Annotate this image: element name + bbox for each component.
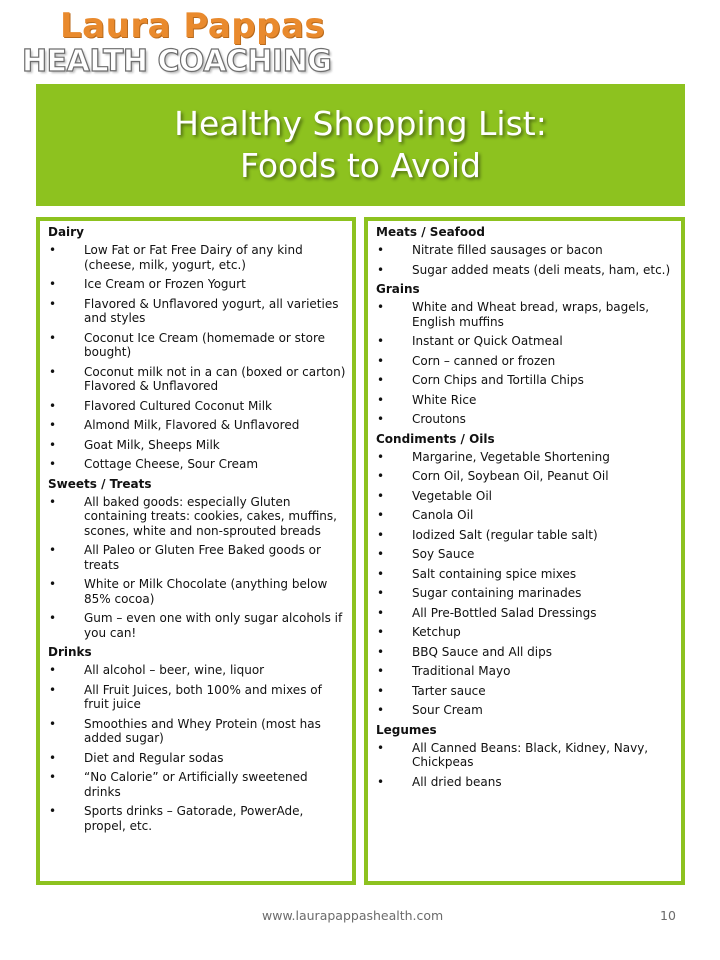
bullet-icon: •	[49, 663, 57, 677]
list-item	[48, 297, 348, 326]
list-item-text: White or Milk Chocolate (anything below 85% cocoa)	[84, 577, 328, 606]
bullet-icon: •	[49, 457, 57, 471]
bullet-icon: •	[377, 740, 385, 755]
bullet-icon: •	[377, 586, 385, 600]
list-item-text: Croutons	[412, 412, 466, 426]
list-item-text: Flavored Cultured Coconut Milk	[84, 398, 272, 413]
list-item	[376, 775, 677, 790]
list-item	[48, 683, 348, 712]
list-item	[376, 334, 677, 349]
bullet-icon: •	[377, 527, 385, 542]
list-item	[376, 606, 677, 621]
list-item-text: Smoothies and Whey Protein (most has added sugar)	[84, 716, 321, 745]
list-item-text: Almond Milk, Flavored & Unflavored	[84, 418, 300, 432]
bullet-icon: •	[377, 508, 385, 522]
list-item	[376, 586, 677, 601]
bullet-icon: •	[377, 625, 385, 639]
logo	[22, 6, 332, 79]
list-item	[376, 469, 677, 484]
list-item	[376, 263, 677, 278]
list-item	[376, 741, 677, 770]
bullet-icon: •	[49, 682, 57, 697]
list-item	[376, 684, 677, 699]
list-item	[48, 611, 348, 640]
list-item-text: All Pre-Bottled Salad Dressings	[412, 605, 597, 620]
category-heading: Condiments / Oils	[376, 431, 495, 446]
list-item	[376, 664, 677, 679]
bullet-icon: •	[377, 373, 385, 387]
list-item	[48, 577, 348, 606]
list-item-text: Sugar containing marinades	[412, 586, 582, 600]
list-item-text: Corn – canned or frozen	[412, 353, 556, 368]
list-item	[376, 508, 677, 523]
list-item-text: Diet and Regular sodas	[84, 750, 224, 765]
bullet-icon: •	[377, 664, 385, 678]
list-item-text: Instant or Quick Oatmeal	[412, 334, 563, 348]
list-item-text: White and Wheat bread, wraps, bagels, English muffins	[412, 300, 650, 329]
bullet-icon: •	[377, 488, 385, 503]
list-item	[48, 438, 348, 453]
bullet-icon: •	[377, 644, 385, 659]
category-list	[376, 243, 677, 277]
list-item-text: Soy Sauce	[412, 547, 475, 561]
bullet-icon: •	[377, 566, 385, 581]
list-item	[376, 393, 677, 408]
list-item-text: Traditional Mayo	[412, 664, 511, 678]
list-item-text: Margarine, Vegetable Shortening	[412, 449, 610, 464]
list-item-text: All Fruit Juices, both 100% and mixes of fruit juice	[84, 682, 322, 711]
list-item	[48, 770, 348, 799]
list-item	[48, 365, 348, 394]
list-item-text: All Paleo or Gluten Free Baked goods or treats	[84, 543, 321, 572]
logo-subtitle: HEALTH COACHING	[22, 44, 332, 79]
list-item	[376, 489, 677, 504]
list-item-text: Low Fat or Fat Free Dairy of any kind (cheese, milk, yogurt, etc.)	[84, 243, 303, 272]
list-item	[48, 495, 348, 539]
list-item-text: Cottage Cheese, Sour Cream	[84, 457, 259, 471]
bullet-icon: •	[377, 469, 385, 483]
category-heading: Dairy	[48, 225, 84, 239]
category-list	[48, 663, 348, 833]
list-item-text: Salt containing spice mixes	[412, 566, 577, 581]
bullet-icon: •	[377, 334, 385, 348]
bullet-icon: •	[49, 398, 57, 413]
bullet-icon: •	[377, 703, 385, 717]
left-column	[36, 217, 356, 885]
title-line-2: Foods to Avoid	[240, 146, 481, 185]
bullet-icon: •	[377, 774, 385, 789]
category-list	[376, 450, 677, 718]
bullet-icon: •	[49, 750, 57, 765]
bullet-icon: •	[49, 243, 57, 257]
list-item	[376, 703, 677, 718]
bullet-icon: •	[49, 296, 57, 311]
list-item-text: “No Calorie” or Artificially sweetened drinks	[84, 770, 308, 799]
list-item	[376, 300, 677, 329]
category-heading: Drinks	[48, 645, 92, 659]
bullet-icon: •	[377, 449, 385, 464]
bullet-icon: •	[49, 804, 57, 818]
list-item-text: Corn Oil, Soybean Oil, Peanut Oil	[412, 469, 609, 483]
title-banner	[36, 84, 685, 206]
list-item	[376, 354, 677, 369]
list-item-text: Ketchup	[412, 625, 461, 639]
bullet-icon: •	[377, 243, 385, 257]
list-item-text: Vegetable Oil	[412, 488, 492, 503]
category-heading: Sweets / Treats	[48, 476, 152, 491]
list-item-text: Gum – even one with only sugar alcohols if you can!	[84, 611, 343, 640]
list-item-text: All dried beans	[412, 774, 502, 789]
list-item	[48, 457, 348, 472]
category-heading: Meats / Seafood	[376, 225, 485, 239]
category-list	[48, 243, 348, 472]
list-item-text: Corn Chips and Tortilla Chips	[412, 373, 584, 387]
bullet-icon: •	[49, 611, 57, 625]
list-item-text: Nitrate filled sausages or bacon	[412, 243, 603, 257]
list-item-text: All baked goods: especially Gluten containing treats: cookies, cakes, muffins, scones, white and non-sprouted breads	[84, 494, 337, 538]
bullet-icon: •	[377, 300, 385, 314]
bullet-icon: •	[377, 683, 385, 698]
list-item-text: White Rice	[412, 392, 477, 407]
bullet-icon: •	[377, 392, 385, 407]
list-item-text: All alcohol – beer, wine, liquor	[84, 663, 265, 677]
footer-url[interactable]: www.laurapappashealth.com	[262, 908, 444, 923]
bullet-icon: •	[49, 277, 57, 291]
list-item	[376, 450, 677, 465]
list-item-text: Coconut milk not in a can (boxed or carton) Flavored & Unflavored	[84, 364, 346, 393]
list-item-text: Iodized Salt (regular table salt)	[412, 527, 598, 542]
list-item-text: Sugar added meats (deli meats, ham, etc.)	[412, 262, 671, 277]
bullet-icon: •	[377, 605, 385, 620]
right-column	[364, 217, 685, 885]
bullet-icon: •	[377, 353, 385, 368]
list-item	[48, 804, 348, 833]
list-item	[48, 399, 348, 414]
bullet-icon: •	[377, 412, 385, 426]
category-heading: Legumes	[376, 722, 437, 737]
bullet-icon: •	[49, 437, 57, 452]
list-item-text: Sour Cream	[412, 703, 483, 717]
bullet-icon: •	[49, 770, 57, 784]
list-item-text: All Canned Beans: Black, Kidney, Navy, Chickpeas	[412, 740, 649, 769]
page-number: 10	[660, 908, 676, 923]
bullet-icon: •	[49, 418, 57, 432]
bullet-icon: •	[377, 262, 385, 277]
list-item	[48, 751, 348, 766]
list-item-text: Sports drinks – Gatorade, PowerAde, propel, etc.	[84, 804, 304, 833]
list-item-text: Canola Oil	[412, 508, 474, 522]
list-item	[48, 717, 348, 746]
list-item-text: Coconut Ice Cream (homemade or store bought)	[84, 330, 326, 359]
list-item-text: Tarter sauce	[412, 683, 486, 698]
list-item	[48, 663, 348, 678]
list-item-text: BBQ Sauce and All dips	[412, 644, 552, 659]
bullet-icon: •	[49, 716, 57, 731]
category-list	[376, 741, 677, 790]
list-item	[376, 528, 677, 543]
bullet-icon: •	[49, 330, 57, 345]
bullet-icon: •	[49, 577, 57, 591]
list-item-text: Ice Cream or Frozen Yogurt	[84, 277, 246, 291]
bullet-icon: •	[49, 494, 57, 509]
list-item-text: Flavored & Unflavored yogurt, all varieties and styles	[84, 296, 339, 325]
bullet-icon: •	[49, 543, 57, 557]
title-line-1: Healthy Shopping List:	[174, 104, 547, 143]
list-item	[48, 331, 348, 360]
list-item	[48, 277, 348, 292]
list-item	[48, 418, 348, 433]
list-item	[376, 645, 677, 660]
list-item-text: Goat Milk, Sheeps Milk	[84, 437, 220, 452]
bullet-icon: •	[377, 547, 385, 561]
logo-name: Laura Pappas	[60, 6, 326, 46]
list-item	[376, 412, 677, 427]
list-item	[376, 547, 677, 562]
list-item	[48, 243, 348, 272]
category-list	[376, 300, 677, 427]
list-item	[48, 543, 348, 572]
category-heading: Grains	[376, 282, 420, 296]
bullet-icon: •	[49, 364, 57, 379]
list-item	[376, 567, 677, 582]
list-item	[376, 625, 677, 640]
category-list	[48, 495, 348, 641]
list-item	[376, 243, 677, 258]
list-item	[376, 373, 677, 388]
